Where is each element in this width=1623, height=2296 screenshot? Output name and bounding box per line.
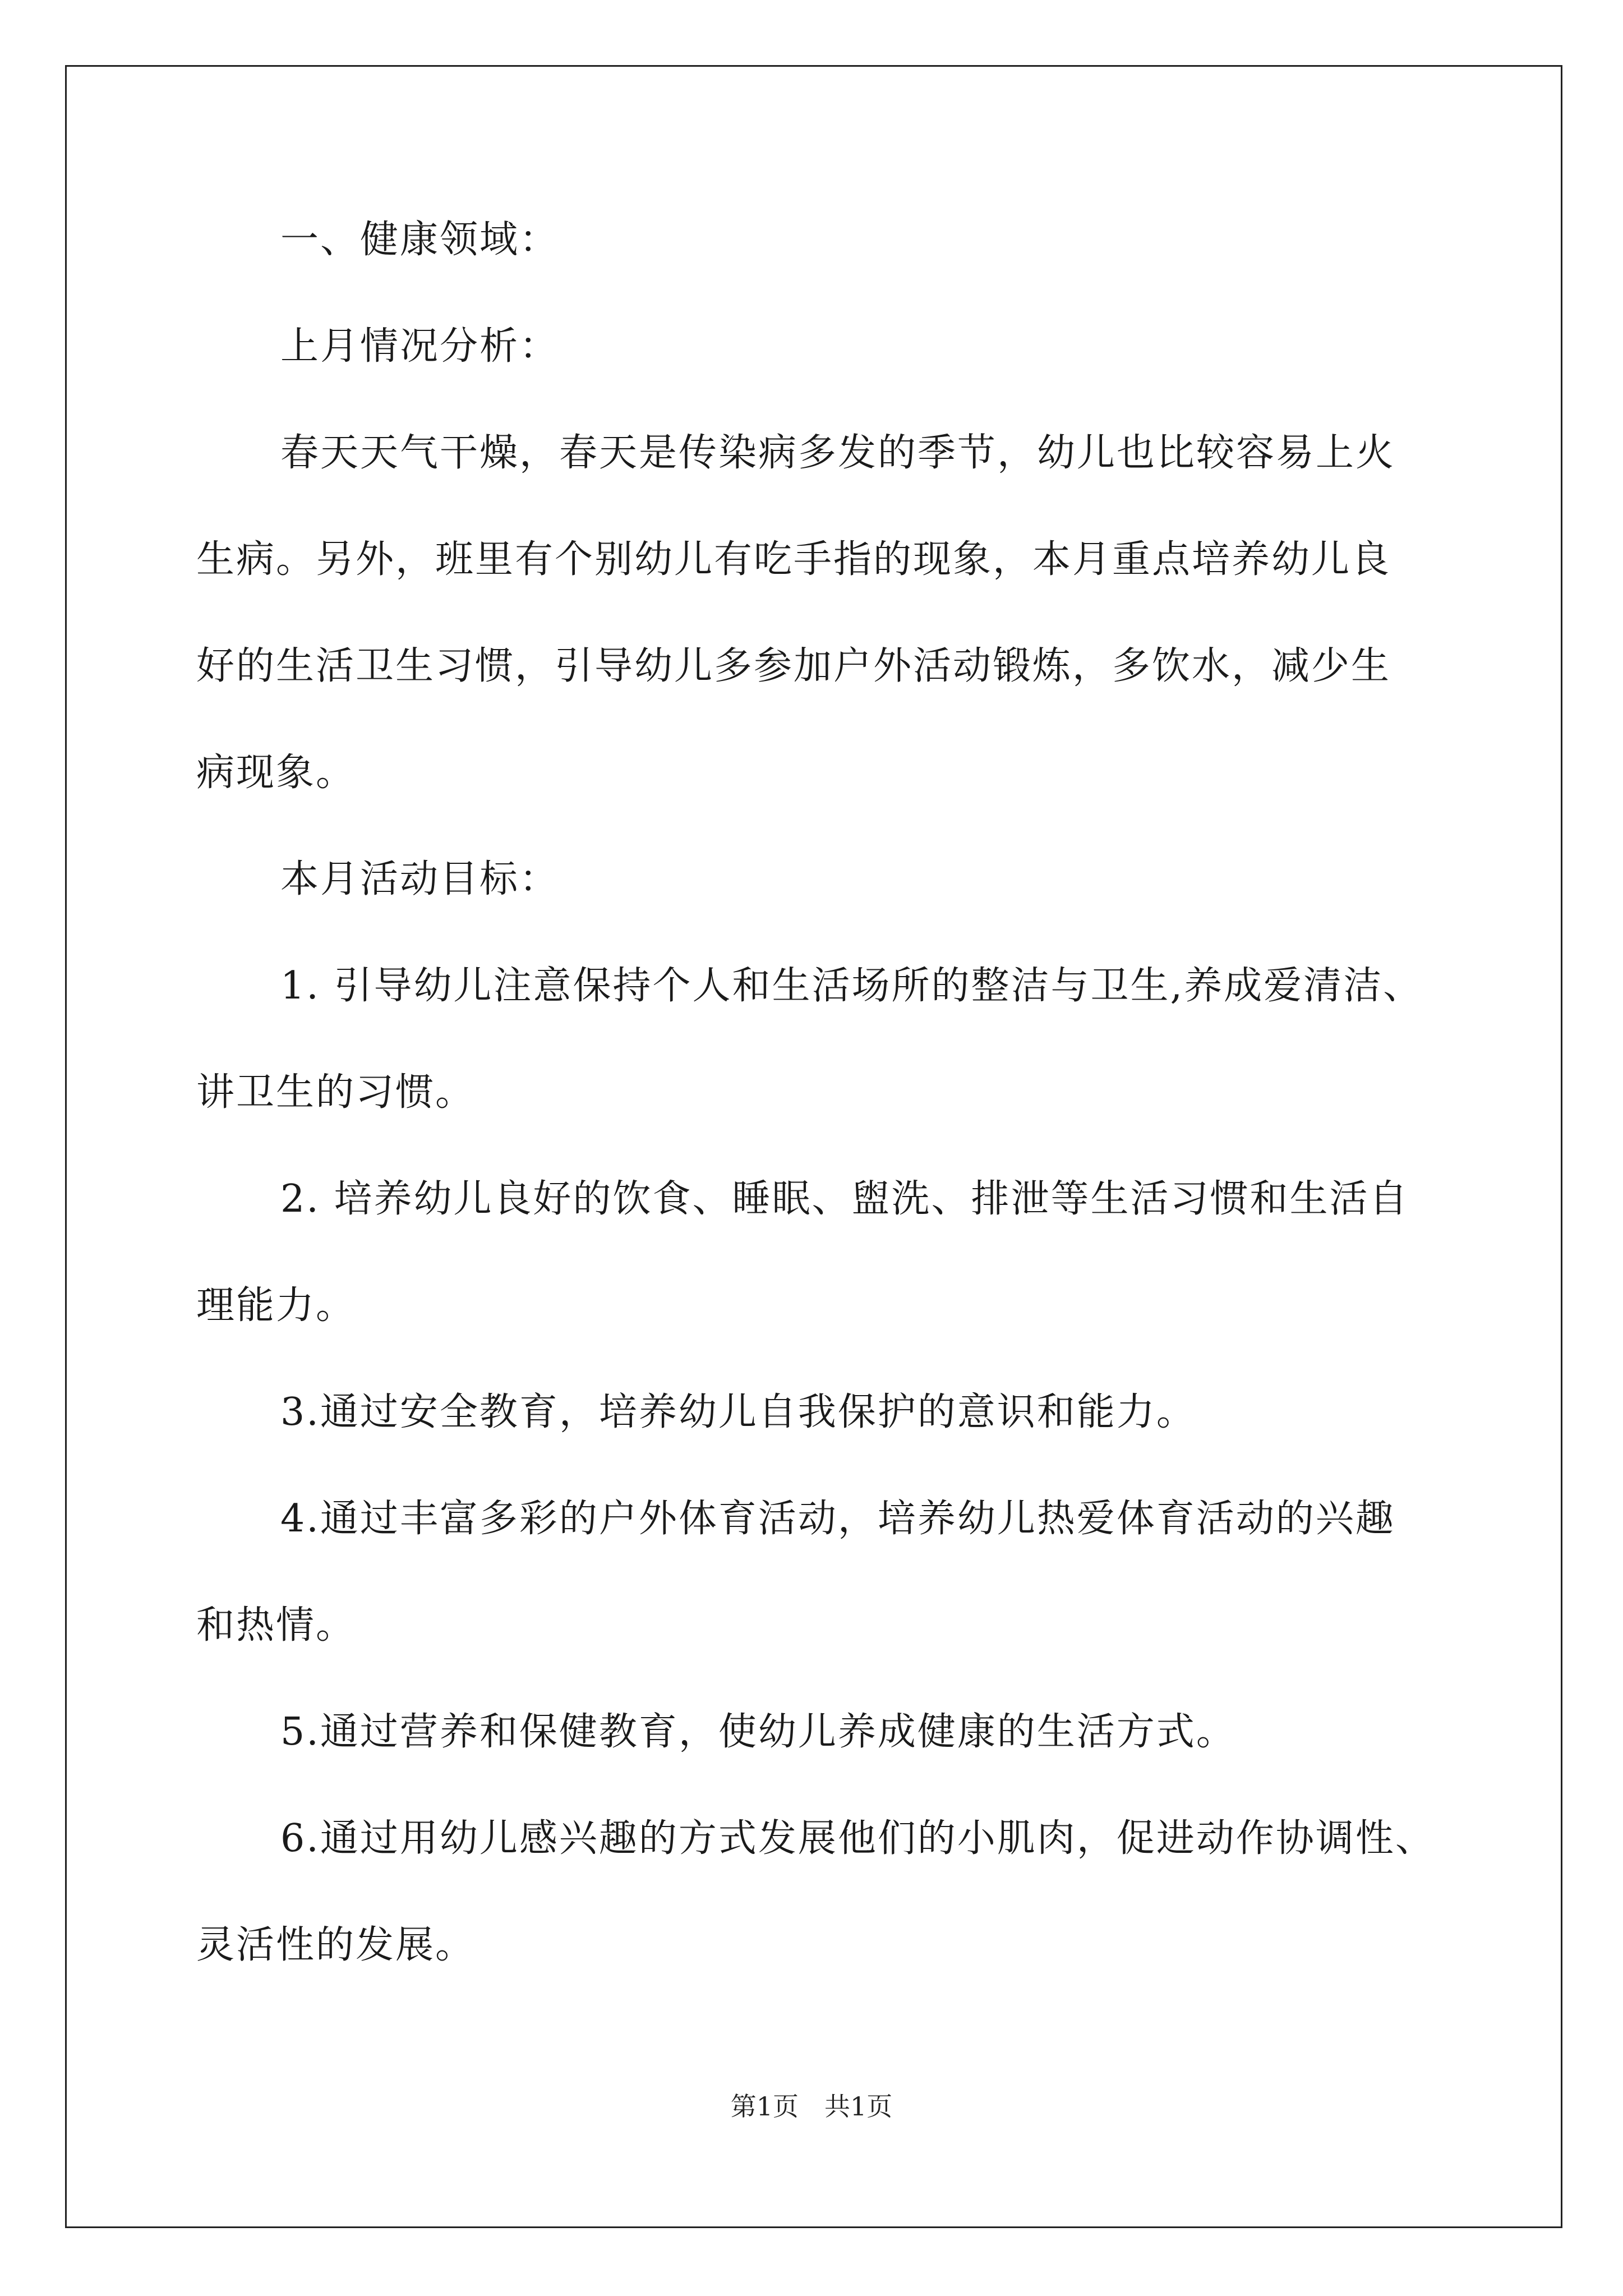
goal-item-6-cont: 灵活性的发展。	[196, 1923, 476, 1967]
paragraph-line: 病现象。	[196, 751, 356, 795]
goal-item-6: 6.通过用幼儿感兴趣的方式发展他们的小肌肉，促进动作协调性、	[280, 1816, 1435, 1861]
section-heading: 一、健康领域：	[280, 218, 560, 262]
goal-item-3: 3.通过安全教育，培养幼儿自我保护的意识和能力。	[280, 1390, 1196, 1434]
goal-item-4-cont: 和热情。	[196, 1603, 356, 1648]
page-border	[65, 65, 1562, 2228]
goal-item-2-cont: 理能力。	[196, 1283, 356, 1328]
paragraph-line: 好的生活卫生习惯，引导幼儿多参加户外活动锻炼，多饮水，减少生	[196, 644, 1391, 688]
goal-item-5: 5.通过营养和保健教育，使幼儿养成健康的生活方式。	[280, 1710, 1236, 1754]
goal-item-4: 4.通过丰富多彩的户外体育活动，培养幼儿热爱体育活动的兴趣	[280, 1497, 1395, 1541]
paragraph-line: 春天天气干燥，春天是传染病多发的季节，幼儿也比较容易上火	[280, 431, 1396, 475]
goal-item-1: 1. 引导幼儿注意保持个人和生活场所的整洁与卫生,养成爱清洁、	[280, 964, 1423, 1008]
subheading-goals: 本月活动目标：	[280, 857, 560, 901]
goal-item-1-cont: 讲卫生的习惯。	[196, 1070, 476, 1115]
subheading-analysis: 上月情况分析：	[280, 324, 560, 369]
page-number-footer: 第1页 共1页	[730, 2091, 893, 2122]
goal-item-2: 2. 培养幼儿良好的饮食、睡眠、盥洗、排泄等生活习惯和生活自	[280, 1177, 1409, 1221]
paragraph-line: 生病。另外，班里有个别幼儿有吃手指的现象，本月重点培养幼儿良	[196, 537, 1391, 582]
